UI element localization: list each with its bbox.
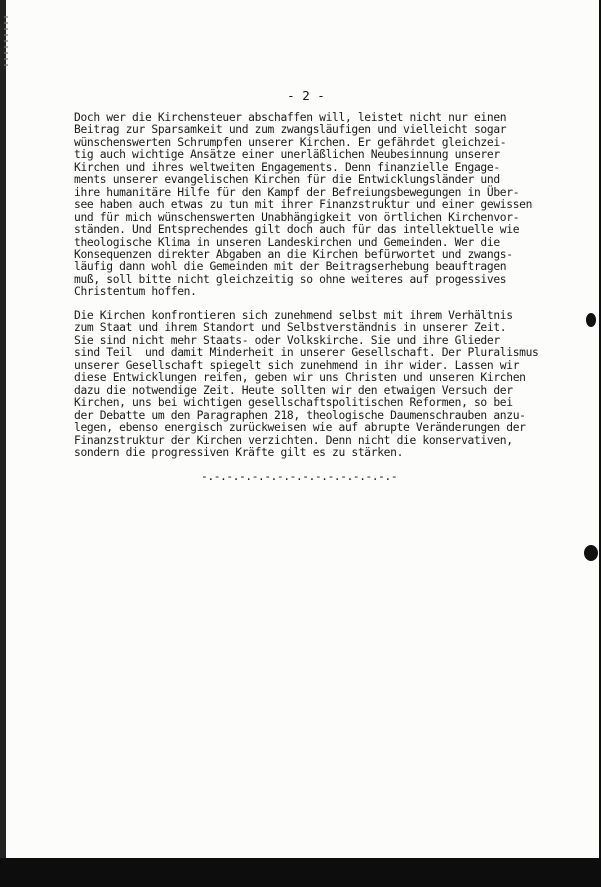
text-line: Beitrag zur Sparsamkeit und zum zwangsläufigen und vielleicht sogar	[74, 123, 507, 137]
text-line: Finanzstruktur der Kirchen verzichten. Denn nicht die konservativen,	[74, 433, 513, 447]
page-number: - 2 -	[287, 88, 325, 103]
text-line: muß, soll bitte nicht gleichzeitig so ohne weiteres auf progessives	[74, 272, 507, 286]
text-line: Kirchen, uns bei wichtigen gesellschaftspolitischen Reformen, so bei	[74, 396, 513, 410]
text-line: Christentum hoffen.	[74, 285, 197, 299]
text-line: see haben auch etwas zu tun mit ihrer Finanzstruktur und einer gewissen	[74, 198, 533, 212]
text-line: unserer Gesellschaft spiegelt sich zunehmend in ihr wider. Lassen wir	[74, 358, 520, 372]
text-line: diese Entwicklungen reifen, geben wir uns Christen und unseren Kirchen	[74, 371, 526, 385]
text-line: läufig dann wohl die Gemeinden mit der Beitragserhebung beauftragen	[74, 260, 507, 274]
scan-bottom-edge	[0, 858, 601, 887]
text-line: der Debatte um den Paragraphen 218, theologische Daumenschrauben anzu-	[74, 408, 526, 422]
text-line: Kirchen und ihres weltweiten Engagements. Denn finanzielle Engage-	[74, 160, 500, 174]
text-line: zum Staat und ihrem Standort und Selbstverständnis in unserer Zeit.	[74, 321, 507, 335]
text-line: dazu die notwendige Zeit. Heute sollten wir den etwaigen Versuch der	[74, 383, 513, 397]
text-line: Sie sind nicht mehr Staats- oder Volkskirche. Sie und ihre Glieder	[74, 333, 500, 347]
text-line: tig auch wichtige Ansätze einer unerläßlichen Neubesinnung unserer	[74, 148, 500, 162]
paragraph-2	[74, 310, 594, 459]
text-line: theologische Klima in unseren Landeskirchen und Gemeinden. Wer die	[74, 235, 500, 249]
text-line: sind Teil und damit Minderheit in unserer Gesellschaft. Der Pluralismus	[74, 346, 539, 360]
paragraph-1	[74, 112, 594, 299]
text-line: ständen. Und Entsprechendes gilt doch auch für das intellektuelle wie	[74, 223, 520, 237]
text-line: Die Kirchen konfrontieren sich zunehmend selbst mit ihrem Verhältnis	[74, 309, 513, 322]
text-line: Doch wer die Kirchensteuer abschaffen will, leistet nicht nur einen	[74, 111, 507, 124]
text-line: Konsequenzen direkter Abgaben an die Kirchen befürwortet und zwangs-	[74, 247, 513, 261]
punch-hole-icon	[586, 313, 596, 327]
text-line: ihre humanitäre Hilfe für den Kampf der Befreiungsbewegungen in Über-	[74, 185, 520, 199]
text-line: und für mich wünschenswerten Unabhängigkeit von örtlichen Kirchenvor-	[74, 210, 520, 224]
punch-hole-icon	[584, 545, 598, 561]
scan-binding-marks	[4, 16, 8, 66]
text-line: legen, ebenso energisch zurückweisen wie auf abrupte Veränderungen der	[74, 421, 526, 435]
text-line: ments unserer evangelischen Kirchen für die Entwicklungsländer und	[74, 173, 500, 187]
section-separator: -.-.-.-.-.-.-.-.-.-.-.-.-.-.-.-	[201, 469, 398, 483]
text-line: sondern die progressiven Kräfte gilt es zu stärken.	[74, 445, 404, 459]
text-line: wünschenswerten Schrumpfen unserer Kirchen. Er gefährdet gleichzei-	[74, 135, 507, 149]
